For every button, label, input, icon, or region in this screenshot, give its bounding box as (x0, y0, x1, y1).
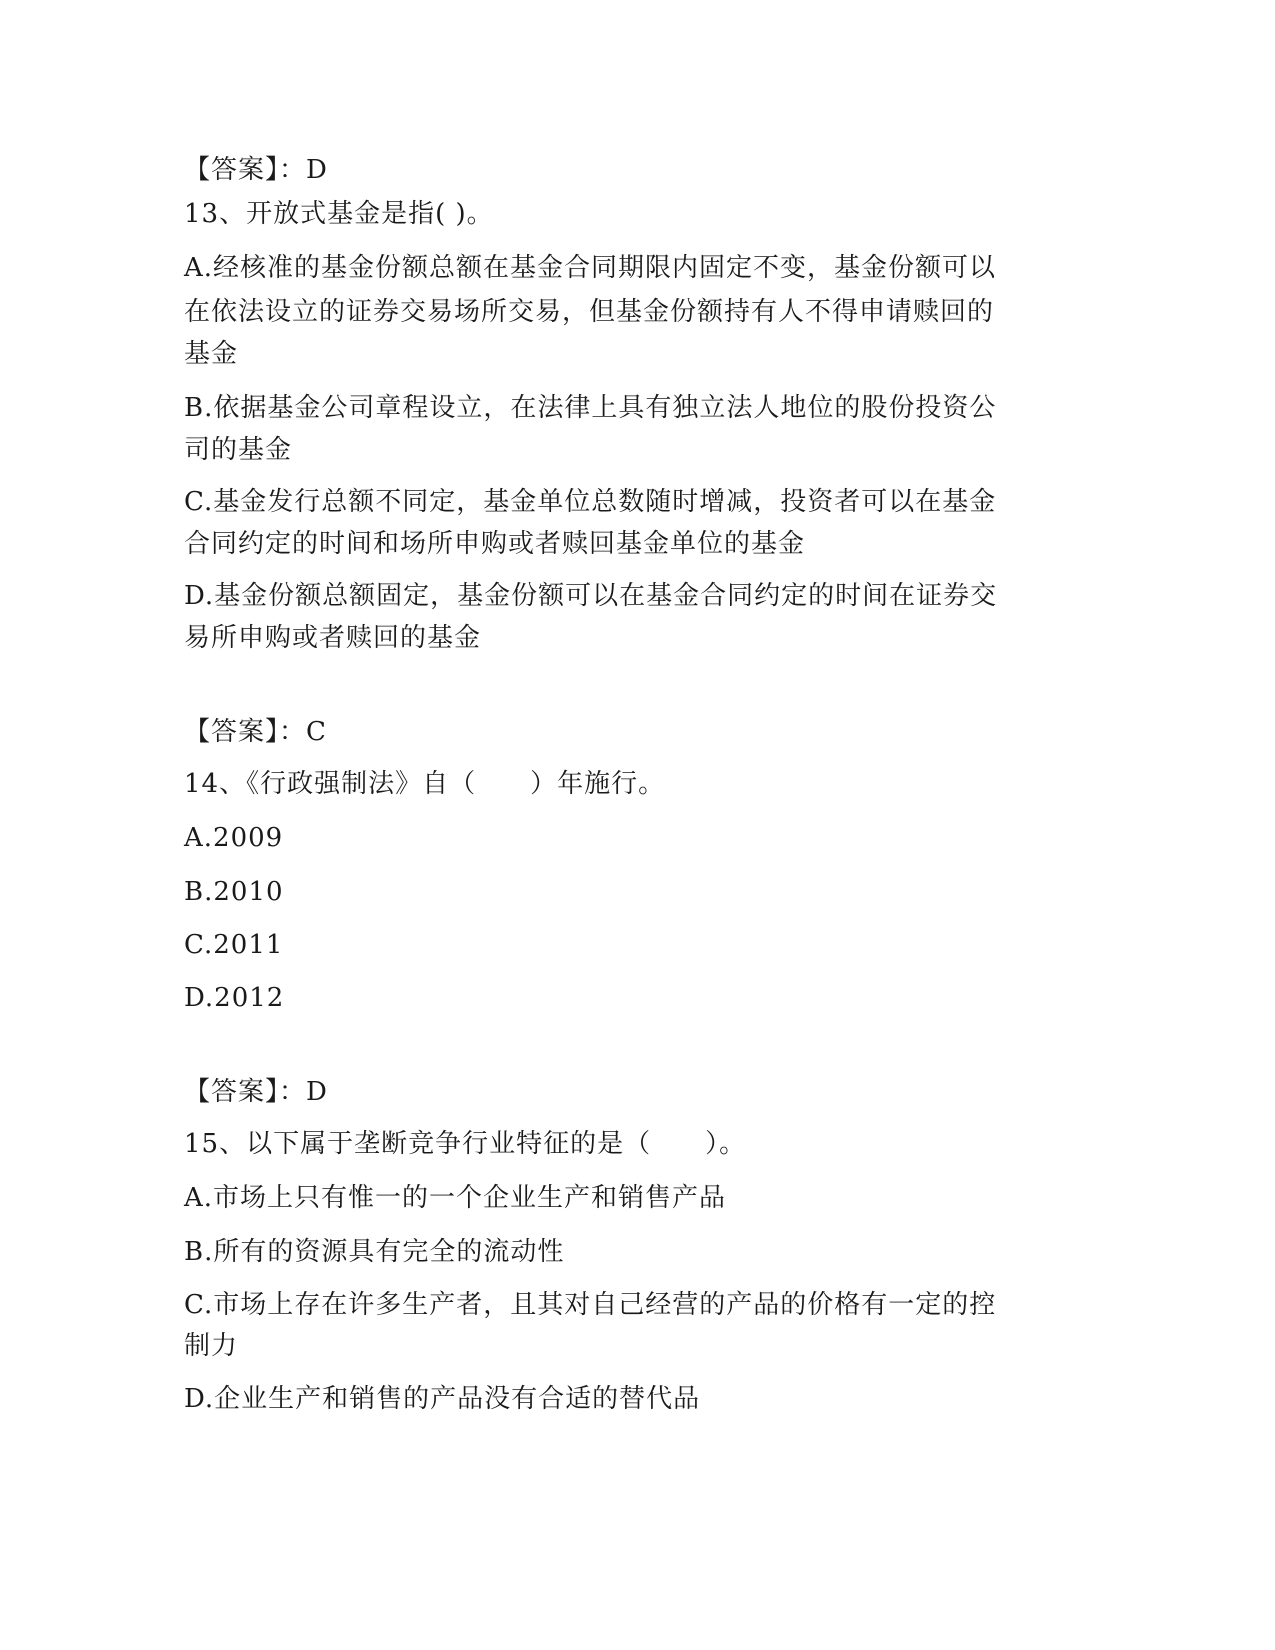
q14-option-d: D.2012 (184, 983, 285, 1013)
q14-option-c: C.2011 (184, 930, 284, 960)
q13-option-d-line2: 易所申购或者赎回的基金 (184, 623, 482, 653)
q15-option-a: A.市场上只有惟一的一个企业生产和销售产品 (184, 1183, 727, 1213)
q14-option-b: B.2010 (184, 877, 284, 907)
q13-option-a-line1: A.经核准的基金份额总额在基金合同期限内固定不变，基金份额可以 (184, 253, 997, 283)
q15-option-d: D.企业生产和销售的产品没有合适的替代品 (184, 1384, 701, 1414)
question-15: 15、以下属于垄断竞争行业特征的是（ ）。 (184, 1129, 747, 1159)
q13-option-b-line2: 司的基金 (184, 435, 293, 465)
q13-option-a-line2: 在依法设立的证券交易场所交易，但基金份额持有人不得申请赎回的 (184, 297, 995, 327)
q13-option-c-line1: C.基金发行总额不同定，基金单位总数随时增减，投资者可以在基金 (184, 487, 997, 517)
q15-option-c-line2: 制力 (184, 1331, 239, 1361)
answer-13: 【答案】：C (184, 717, 327, 747)
q15-option-c-line1: C.市场上存在许多生产者，且其对自己经营的产品的价格有一定的控 (184, 1290, 997, 1320)
q15-option-b: B.所有的资源具有完全的流动性 (184, 1237, 565, 1267)
question-13: 13、开放式基金是指( )。 (184, 199, 494, 229)
question-14: 14、《行政强制法》自（ ）年施行。 (184, 769, 666, 799)
answer-12: 【答案】：D (184, 155, 328, 185)
q13-option-c-line2: 合同约定的时间和场所申购或者赎回基金单位的基金 (184, 529, 806, 559)
q13-option-a-line3: 基金 (184, 339, 239, 369)
answer-14: 【答案】：D (184, 1077, 328, 1107)
q13-option-b-line1: B.依据基金公司章程设立，在法律上具有独立法人地位的股份投资公 (184, 393, 997, 423)
q14-option-a: A.2009 (184, 823, 284, 853)
q13-option-d-line1: D.基金份额总额固定，基金份额可以在基金合同约定的时间在证券交 (184, 581, 998, 611)
